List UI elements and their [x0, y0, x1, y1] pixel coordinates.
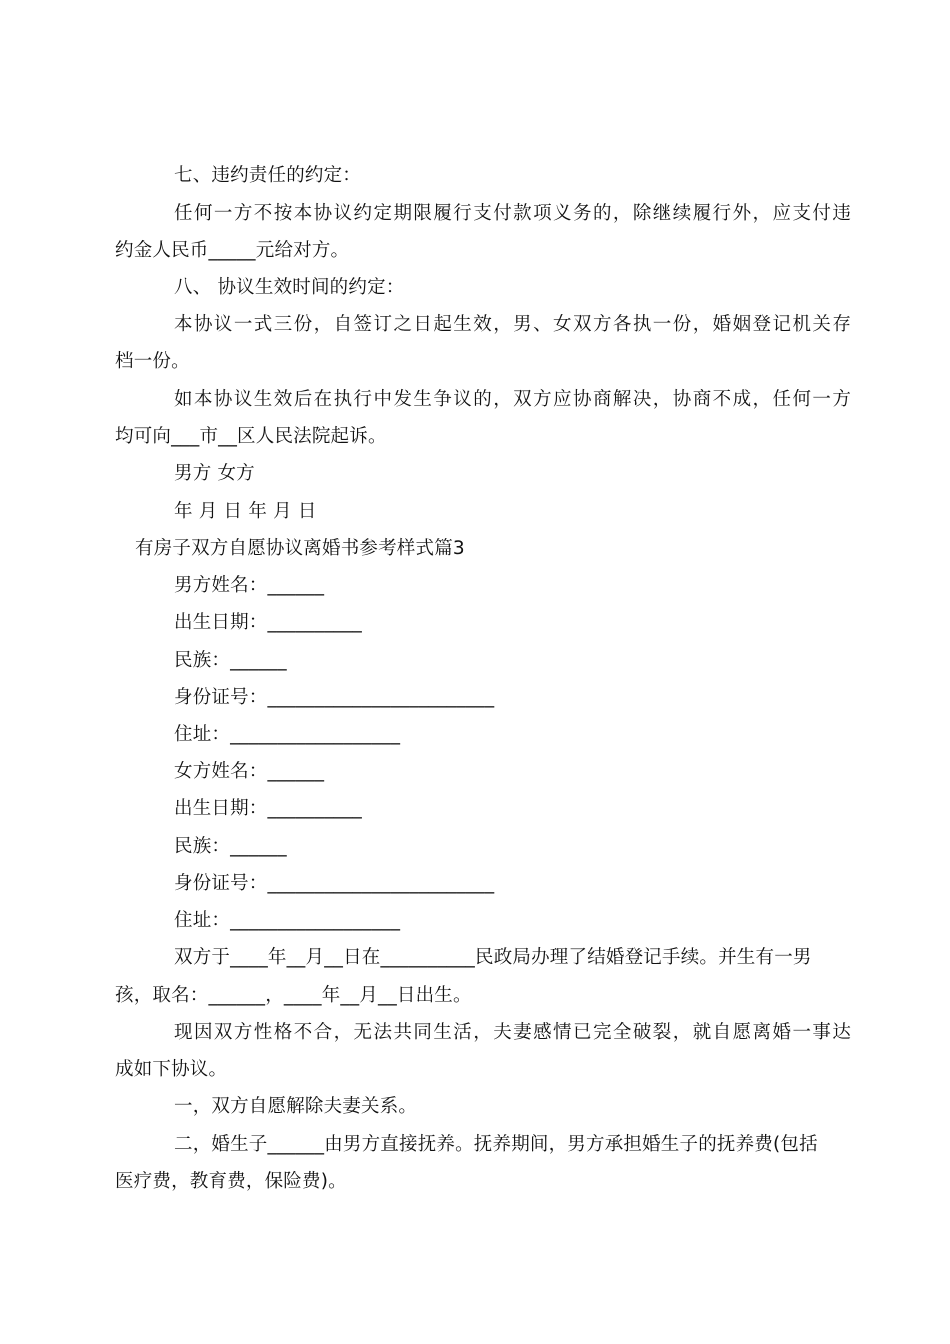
paragraph-line: 医疗费，教育费，保险费)。	[115, 1171, 347, 1192]
female-name-field: 女方姓名：______	[174, 761, 325, 782]
document-title: 有房子双方自愿协议离婚书参考样式篇3	[135, 538, 465, 559]
paragraph-line: 约金人民币_____元给对方。	[115, 240, 350, 261]
male-address-field: 住址：__________________	[174, 724, 401, 745]
male-name-field: 男方姓名：______	[174, 575, 325, 596]
paragraph-line: 双方于____年__月__日在__________民政局办理了结婚登记手续。并生有一男	[174, 947, 812, 968]
agreement-item-1: 一，双方自愿解除夫妻关系。	[174, 1096, 418, 1117]
female-ethnicity-field: 民族：______	[174, 836, 287, 857]
paragraph-line: 成如下协议。	[115, 1059, 228, 1080]
signature-parties: 男方 女方	[174, 463, 255, 484]
paragraph-line: 均可向___市__区人民法院起诉。	[115, 426, 387, 447]
paragraph-line: 如本协议生效后在执行中发生争议的，双方应协商解决，协商不成，任何一方	[174, 389, 853, 410]
female-birthdate-field: 出生日期：__________	[174, 798, 363, 819]
section-heading-breach: 七、违约责任的约定：	[174, 165, 362, 186]
paragraph-line: 本协议一式三份，自签订之日起生效，男、女双方各执一份，婚姻登记机关存	[174, 314, 853, 335]
paragraph-line: 档一份。	[115, 351, 190, 372]
female-address-field: 住址：__________________	[174, 910, 401, 931]
male-ethnicity-field: 民族：______	[174, 650, 287, 671]
paragraph-line: 任何一方不按本协议约定期限履行支付款项义务的，除继续履行外，应支付违	[174, 203, 853, 224]
agreement-item-2: 二，婚生子______由男方直接抚养。抚养期间，男方承担婚生子的抚养费(包括	[174, 1134, 818, 1155]
signature-dates: 年 月 日 年 月 日	[174, 501, 317, 522]
female-id-field: 身份证号：________________________	[174, 873, 495, 894]
male-id-field: 身份证号：________________________	[174, 687, 495, 708]
paragraph-line: 现因双方性格不合，无法共同生活，夫妻感情已完全破裂，就自愿离婚一事达	[174, 1022, 853, 1043]
paragraph-line: 孩，取名：______，____年__月__日出生。	[115, 985, 472, 1006]
section-heading-effective-time: 八、 协议生效时间的约定：	[174, 277, 405, 298]
male-birthdate-field: 出生日期：__________	[174, 612, 363, 633]
